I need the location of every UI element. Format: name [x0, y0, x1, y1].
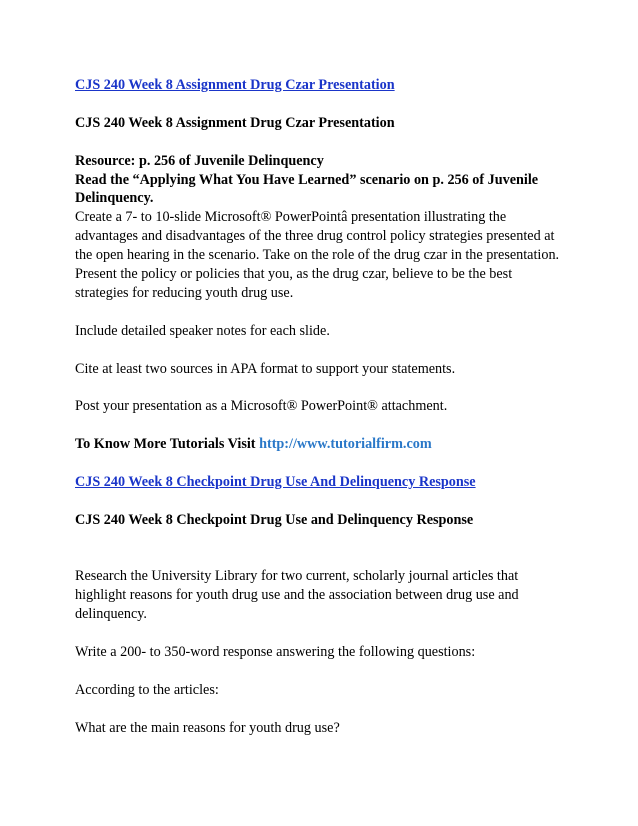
- speaker-notes-instruction: Include detailed speaker notes for each slide.: [75, 322, 330, 339]
- write-instruction: Write a 200- to 350-word response answering the following questions:: [75, 644, 476, 661]
- read-instruction: Read the “Applying What You Have Learned” scenario on p. 256 of Juvenile Delinquency.: [75, 171, 539, 207]
- assignment-body: Create a 7- to 10-slide Microsoft® PowerPointâ presentation illustrating the advantages and disadvantages of the three drug control policy strategies presented at the open hearing in the scenario. Take on the role of the drug czar in the presentation. Present the policy or policies that you, as the drug czar, believe to be the best strategies for reducing youth drug use.: [75, 209, 560, 301]
- document-page: [75, 76, 563, 738]
- assignment-heading: CJS 240 Week 8 Assignment Drug Czar Presentation: [75, 114, 395, 131]
- question-1: What are the main reasons for youth drug use?: [75, 719, 340, 736]
- cite-instruction: Cite at least two sources in APA format to support your statements.: [75, 360, 456, 377]
- according-line: According to the articles:: [75, 681, 219, 698]
- checkpoint-title-link[interactable]: CJS 240 Week 8 Checkpoint Drug Use And Delinquency Response: [75, 473, 476, 490]
- post-instruction: Post your presentation as a Microsoft® PowerPoint® attachment.: [75, 398, 448, 415]
- promo-line: [75, 435, 563, 454]
- resource-line: Resource: p. 256 of Juvenile Delinquency: [75, 152, 324, 169]
- promo-text: To Know More Tutorials Visit: [75, 436, 260, 453]
- checkpoint-heading: CJS 240 Week 8 Checkpoint Drug Use and Delinquency Response: [75, 511, 474, 528]
- promo-url[interactable]: http://www.tutorialfirm.com: [259, 436, 432, 453]
- assignment-title-link[interactable]: CJS 240 Week 8 Assignment Drug Czar Presentation: [75, 77, 395, 93]
- research-instruction: Research the University Library for two current, scholarly journal articles that highlight reasons for youth drug use and the association between drug use and delinquency.: [75, 568, 519, 623]
